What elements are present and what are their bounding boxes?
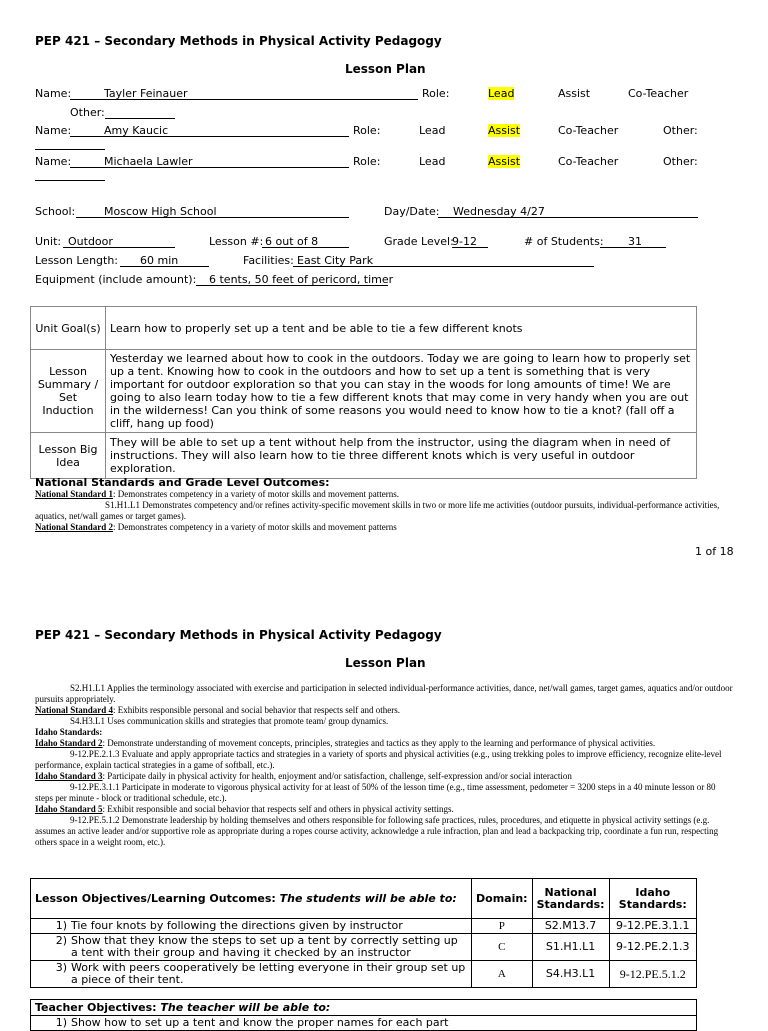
teacher-objective-row [31, 1016, 697, 1031]
idaho-standard-3-text: : Participate daily in physical activity for health, enjoyment and/or satisfaction, challenge, self-expression and/or social interaction [102, 771, 572, 781]
objective-3-domain: A [472, 961, 533, 988]
objective-3-text: 3) Work with peers cooperatively be letting everyone in their group set up a piece of their tent. [31, 961, 472, 988]
other-underline-2 [35, 149, 105, 150]
pe-2-1-3-text: 9-12.PE.2.1.3 Evaluate and apply appropriate tactics and strategies in a variety of sports and physical activities (e.g., using trekking poles to improve efficiency, recognize elite-level performance, explain tactical strategies in a game of softball, etc.). [35, 749, 722, 770]
unit-goal-text: Learn how to properly set up a tent and be able to tie a few different knots [106, 307, 697, 350]
role-label-1: Role: [422, 87, 450, 100]
objective-1-domain: P [472, 919, 533, 934]
objective-1-text: 1) Tie four knots by following the directions given by instructor [31, 919, 472, 934]
unit-underline [63, 247, 175, 248]
unit-goal-label: Unit Goal(s) [31, 307, 106, 350]
s4-h3-l1-text: S4.H3.L1 Uses communication skills and strategies that promote team/ group dynamics. [70, 716, 389, 726]
role-lead-1: Lead [488, 87, 515, 100]
daydate-label: Day/Date: [384, 205, 440, 218]
lesson-info-table [30, 306, 697, 479]
pe-3-1-1-text: 9-12.PE.3.1.1 Participate in moderate to vigorous physical activity for at least of 50% of the lesson time (e.g., time assessment, pedometer = 3200 steps in a 40 minute lesson or 80 steps per minute - block or traditional schedule, etc.). [35, 782, 716, 803]
teacher-objectives-header: Teacher Objectives: The teacher will be able to: [31, 1000, 697, 1016]
objective-1-idaho: 9-12.PE.3.1.1 [609, 919, 696, 934]
name-label-1: Name: [35, 87, 72, 100]
equipment-value: 6 tents, 50 feet of pericord, timer [209, 273, 394, 286]
facilities-label: Facilities: [243, 254, 294, 267]
role-assist-2: Assist [488, 124, 521, 137]
s1-h1-l1-text: S1.H1.L1 Demonstrates competency and/or refines activity-specific movement skills in two or more life me activities (outdoor pursuits, individual-performance activities, aquatics, net/wall games or target games). [35, 500, 720, 521]
school-value: Moscow High School [104, 205, 217, 218]
equipment-underline [196, 285, 388, 286]
lesson-summary-row [31, 350, 697, 433]
national-standard-2-text: : Demonstrates competency in a variety of motor skills and movement patterns [113, 522, 397, 532]
facilities-value: East City Park [297, 254, 374, 267]
lesson-number-label: Lesson #: [209, 235, 264, 248]
national-standard-1-label: National Standard 1 [35, 489, 114, 499]
name-label-2: Name: [35, 124, 72, 137]
idaho-standard-2-text: : Demonstrate understanding of movement concepts, principles, strategies and tactics as they apply to the learning and performance of physical activities. [102, 738, 656, 748]
students-label: # of Students: [524, 235, 604, 248]
other-label-2: Other: [663, 124, 698, 137]
unit-goal-row [31, 307, 697, 350]
objective-3-national: S4.H3.L1 [532, 961, 609, 988]
national-standard-4-label: National Standard 4 [35, 705, 114, 715]
other-underline-3 [35, 180, 105, 181]
objectives-header-row [31, 879, 697, 919]
teacher-objectives-header-row [31, 1000, 697, 1016]
idaho-standard-5-text: : Exhibit responsible and social behavior that respects self and others in physical activity settings. [102, 804, 454, 814]
idaho-standards-header: Idaho Standards: [609, 879, 696, 919]
other-label-3: Other: [663, 155, 698, 168]
page2-standards [35, 683, 735, 848]
role-coteacher-1: Co-Teacher [628, 87, 689, 100]
other-underline-1 [105, 118, 175, 119]
teacher-name-1: Tayler Feinauer [104, 87, 188, 100]
students-value: 31 [628, 235, 642, 248]
lesson-plan-title: Lesson Plan [345, 62, 426, 76]
school-label: School: [35, 205, 76, 218]
name-label-3: Name: [35, 155, 72, 168]
name-underline-2 [70, 136, 349, 137]
school-underline [76, 217, 349, 218]
idaho-standard-2-label: Idaho Standard 2 [35, 738, 103, 748]
grade-level-value: 9-12 [452, 235, 477, 248]
objective-1-national: S2.M13.7 [532, 919, 609, 934]
idaho-standards-heading: Idaho Standards: [35, 727, 103, 737]
page-number: 1 of 18 [695, 545, 734, 558]
role-coteacher-2: Co-Teacher [558, 124, 619, 137]
national-standards-header: National Standards: [532, 879, 609, 919]
objective-row [31, 919, 697, 934]
other-label-1: Other: [70, 106, 105, 119]
objectives-table [30, 878, 697, 988]
lesson-summary-text: Yesterday we learned about how to cook in the outdoors. Today we are going to learn how to properly set up a tent. Knowing how to cook in the outdoors and how to set up a tent is something that is very important for outdoor exploration so that you can stay in the woods for long amounts of time! We are going to also learn today how to tie a few different knots that may come in very handy when you are out in the wilderness! Can you think of some reasons you would need to know how to tie a knot? (fall off a cliff, hang up food) [106, 350, 697, 433]
role-lead-2: Lead [419, 124, 446, 137]
role-assist-3: Assist [488, 155, 521, 168]
big-idea-row [31, 433, 697, 479]
role-lead-3: Lead [419, 155, 446, 168]
course-title-page2: PEP 421 – Secondary Methods in Physical Activity Pedagogy [35, 628, 442, 642]
teacher-name-2: Amy Kaucic [104, 124, 169, 137]
standards-heading: National Standards and Grade Level Outcomes: [35, 476, 330, 489]
objectives-header: Lesson Objectives/Learning Outcomes: The students will be able to: [31, 879, 472, 919]
objective-row [31, 934, 697, 961]
big-idea-text: They will be able to set up a tent without help from the instructor, using the diagram when in need of instructions. They will also learn how to tie three different knots which is very useful in outdoor exploration. [106, 433, 697, 479]
role-coteacher-3: Co-Teacher [558, 155, 619, 168]
national-standard-4-text: : Exhibits responsible personal and social behavior that respects self and others. [113, 705, 400, 715]
objective-2-domain: C [472, 934, 533, 961]
unit-value: Outdoor [68, 235, 113, 248]
national-standard-2-label: National Standard 2 [35, 522, 114, 532]
idaho-standard-5-label: Idaho Standard 5 [35, 804, 103, 814]
daydate-value: Wednesday 4/27 [453, 205, 545, 218]
objective-2-text: 2) Show that they know the steps to set up a tent by correctly setting up a tent with their group and having it checked by an instructor [31, 934, 472, 961]
teacher-objectives-table [30, 999, 697, 1031]
lesson-summary-label: Lesson Summary / Set Induction [31, 350, 106, 433]
grade-level-label: Grade Level: [384, 235, 454, 248]
unit-label: Unit: [35, 235, 62, 248]
lesson-length-underline [120, 266, 209, 267]
lesson-number-value: 6 out of 8 [265, 235, 319, 248]
objective-row [31, 961, 697, 988]
role-assist-1: Assist [558, 87, 591, 100]
name-underline-1 [70, 99, 418, 100]
idaho-standard-3-label: Idaho Standard 3 [35, 771, 103, 781]
lesson-length-value: 60 min [140, 254, 179, 267]
teacher-name-3: Michaela Lawler [104, 155, 193, 168]
lesson-plan-title-page2: Lesson Plan [345, 656, 426, 670]
objective-3-idaho: 9-12.PE.5.1.2 [609, 961, 696, 988]
teacher-objective-1-text: 1) Show how to set up a tent and know the proper names for each part [31, 1016, 697, 1031]
objective-2-national: S1.H1.L1 [532, 934, 609, 961]
name-underline-3 [70, 167, 349, 168]
objective-2-idaho: 9-12.PE.2.1.3 [609, 934, 696, 961]
domain-header: Domain: [472, 879, 533, 919]
course-title: PEP 421 – Secondary Methods in Physical Activity Pedagogy [35, 34, 442, 48]
equipment-label: Equipment (include amount): [35, 273, 197, 286]
lesson-number-underline [262, 247, 349, 248]
daydate-underline [438, 217, 698, 218]
s2-h1-l1-text: S2.H1.L1 Applies the terminology associated with exercise and participation in selected individual-performance activities, dance, net/wall games, target games, aquatics and/or outdoor pursuits appropriately. [35, 683, 733, 704]
facilities-underline [293, 266, 594, 267]
big-idea-label: Lesson Big Idea [31, 433, 106, 479]
pe-5-1-2-text: 9-12.PE.5.1.2 Demonstrate leadership by holding themselves and others responsible for following safe practices, rules, procedures, and etiquette in physical activity settings (e.g. assumes an active leader and/or supportive role as appropriate during a ropes course activity, acknowledge a rule infraction, plan and lead a backpacking trip, coordinate a fun run, respecting others space in a weight room, etc.). [35, 815, 719, 847]
grade-level-underline [452, 247, 488, 248]
role-label-3: Role: [353, 155, 381, 168]
page1-standards [35, 489, 735, 533]
students-underline [600, 247, 666, 248]
lesson-length-label: Lesson Length: [35, 254, 119, 267]
national-standard-1-text: : Demonstrates competency in a variety of motor skills and movement patterns. [113, 489, 399, 499]
role-label-2: Role: [353, 124, 381, 137]
